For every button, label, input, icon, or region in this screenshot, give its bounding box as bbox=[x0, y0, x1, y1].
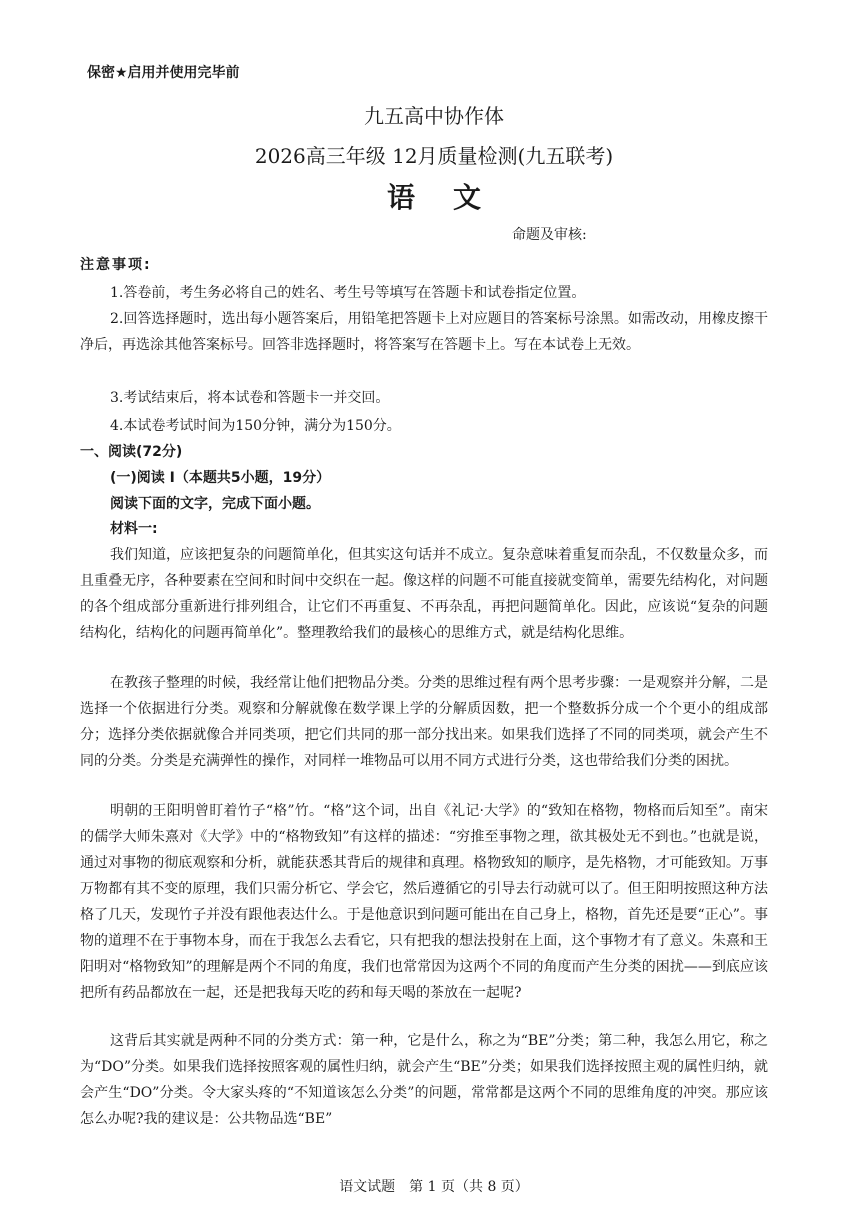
exam-title: 2026高三年级 12月质量检测(九五联考) bbox=[254, 144, 614, 168]
reading-subtitle: (一)阅读 I（本题共5小题，19分） bbox=[110, 470, 331, 486]
notice-item-2: 2.回答选择题时，选出每小题答案后，用铅笔把答题卡上对应题目的答案标号涂黑。如需改动，用橡皮擦干净后，再选涂其他答案标号。回答非选择题时，将答案写在答题卡上。写在本试卷上无效。 bbox=[80, 311, 768, 353]
reading-instruction: 阅读下面的文字，完成下面小题。 bbox=[110, 496, 320, 512]
notice-heading: 注意事项: bbox=[80, 257, 152, 273]
notice-item-1: 1.答卷前，考生务必将自己的姓名、考生号等填写在答题卡和试卷指定位置。 bbox=[110, 285, 586, 301]
confidential-label: 保密★启用并使用完毕前 bbox=[87, 65, 240, 81]
subject-title: 语文 bbox=[386, 181, 519, 214]
material-paragraph-4: 这背后其实就是两种不同的分类方式：第一种，它是什么，称之为“BE”分类；第二种，我怎么用它，称之为“DO”分类。如果我们选择按照客观的属性归纳，就会产生“BE”分类；如果我们选择按照主观的属性归纳，就会产生“DO”分类。令大家头疼的“不知道该怎么分类”的问题，常常都是这两个不同的思维角度的冲突。那应该怎么办呢?我的建议是：公共物品选“BE” bbox=[80, 1033, 768, 1127]
page-footer: 语文试题 第 1 页（共 8 页） bbox=[339, 1179, 529, 1195]
notice-item-4: 4.本试卷考试时间为150分钟，满分为150分。 bbox=[110, 418, 401, 434]
section-title: 一、阅读(72分) bbox=[80, 444, 183, 460]
author-label: 命题及审核: bbox=[512, 227, 587, 243]
material-paragraph-1: 我们知道，应该把复杂的问题简单化，但其实这句话并不成立。复杂意味着重复而杂乱，不仅数量众多，而且重叠无序，各种要素在空间和时间中交织在一起。像这样的问题不可能直接就变简单，需要先结构化，对问题的各个组成部分重新进行排列组合，让它们不再重复、不再杂乱，再把问题简单化。因此，应该说“复杂的问题结构化，结构化的问题再简单化”。整理教给我们的最核心的思维方式，就是结构化思维。 bbox=[80, 547, 768, 641]
notice-item-3: 3.考试结束后，将本试卷和答题卡一并交回。 bbox=[110, 390, 390, 406]
material-label: 材料一: bbox=[110, 521, 158, 537]
material-paragraph-3: 明朝的王阳明曾盯着竹子“格”竹。“格”这个词，出自《礼记·大学》的“致知在格物，物格而后知至”。南宋的儒学大师朱熹对《大学》中的“格物致知”有这样的描述：“穷推至事物之理，欲其极处无不到也。”也就是说，通过对事物的彻底观察和分析，就能获悉其背后的规律和真理。格物致知的顺序，是先格物，才可能致知。万事万物都有其不变的原理，我们只需分析它、学会它，然后遵循它的引导去行动就可以了。但王阳明按照这种方法格了几天，发现竹子并没有跟他表达什么。于是他意识到问题可能出在自己身上，格物，首先还是要“正心”。事物的道理不在于事物本身，而在于我怎么去看它，只有把我的想法投射在上面，这个事物才有了意义。朱熹和王阳明对“格物致知”的理解是两个不同的角度，我们也常常因为这两个不同的角度而产生分类的困扰——到底应该把所有药品都放在一起，还是把我每天吃的药和每天喝的茶放在一起呢? bbox=[80, 803, 768, 1001]
material-paragraph-2: 在教孩子整理的时候，我经常让他们把物品分类。分类的思维过程有两个思考步骤：一是观察并分解，二是选择一个依据进行分类。观察和分解就像在数学课上学的分解质因数，把一个整数拆分成一个个更小的组成部分；选择分类依据就像合并同类项，把它们共同的那一部分找出来。如果我们选择了不同的同类项，就会产生不同的分类。分类是充满弹性的操作，对同样一堆物品可以用不同方式进行分类，这也带给我们分类的困扰。 bbox=[80, 675, 768, 769]
school-title: 九五高中协作体 bbox=[364, 104, 504, 128]
